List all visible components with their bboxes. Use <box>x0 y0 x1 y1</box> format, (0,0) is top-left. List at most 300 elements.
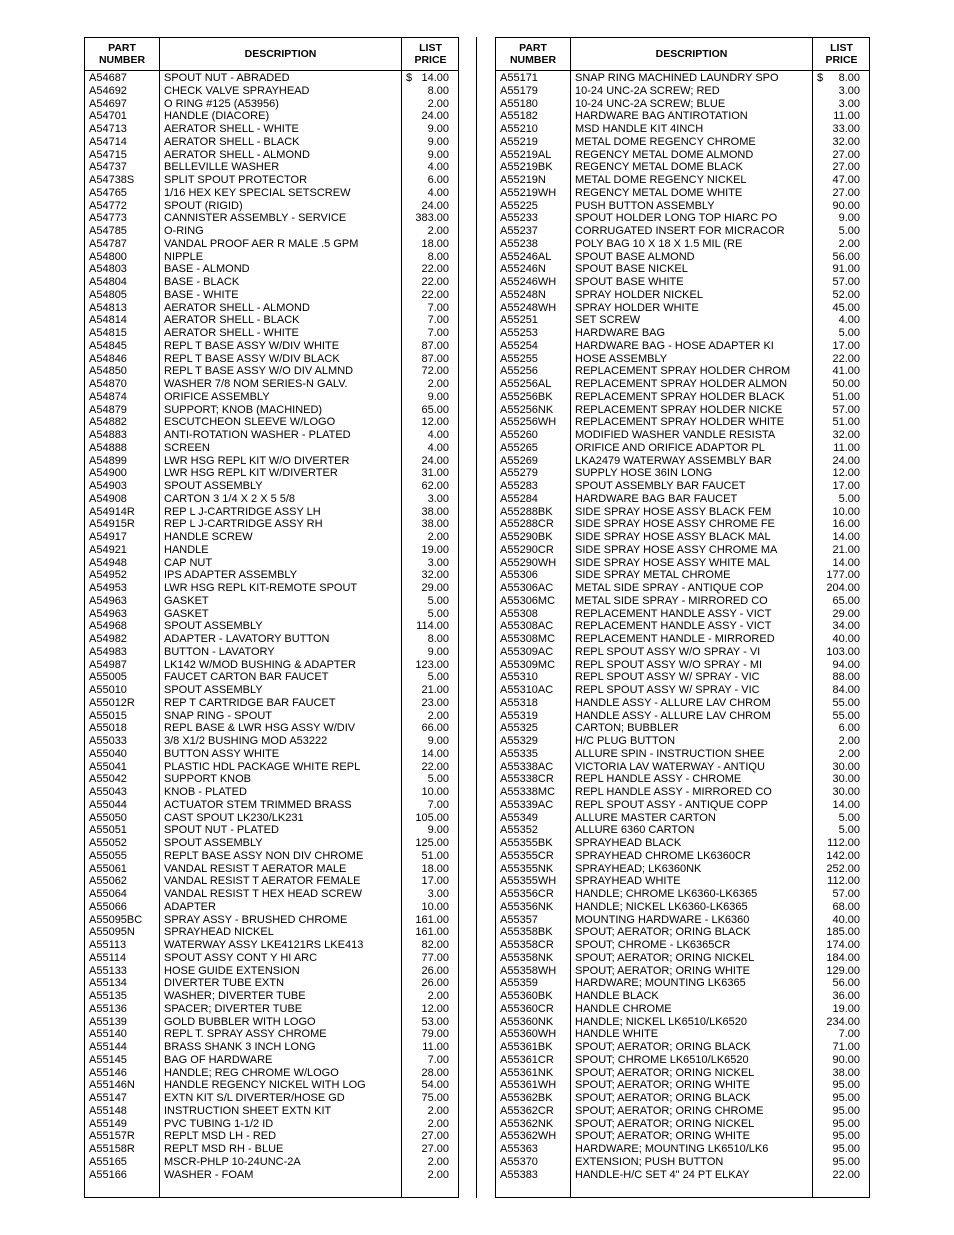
part-number-cell: A54850 <box>89 365 127 378</box>
part-number-cell: A55253 <box>500 327 538 339</box>
table-row <box>85 786 458 799</box>
part-number-cell: A55290WH <box>500 556 557 569</box>
table-row <box>496 735 869 748</box>
part-number-cell: A55310 <box>500 671 538 684</box>
list-price-cell: 51.00 <box>421 849 449 862</box>
description-cell: METAL DOME REGENCY CHROME <box>575 135 756 148</box>
list-price-cell: 53.00 <box>421 1015 449 1028</box>
list-price-cell: 11.00 <box>422 1041 449 1053</box>
description-cell: PUSH BUTTON ASSEMBLY <box>575 199 715 212</box>
list-price-cell: 57.00 <box>832 276 860 288</box>
part-number-cell: A54687 <box>89 72 127 84</box>
table-row <box>85 824 458 837</box>
description-cell: REGENCY METAL DOME BLACK <box>575 161 743 174</box>
table-row <box>496 990 869 1003</box>
part-number-cell: A55356CR <box>500 888 554 900</box>
part-number-cell: A55158R <box>89 1143 135 1155</box>
table-row <box>496 710 869 723</box>
list-price-cell: 90.00 <box>832 199 860 212</box>
description-cell: REPLT MSD LH - RED <box>164 1130 277 1143</box>
part-number-cell: A55265 <box>500 441 538 454</box>
table-row <box>85 697 458 710</box>
description-cell: CAST SPOUT LK230/LK231 <box>164 811 304 824</box>
part-number-cell: A55180 <box>500 97 538 110</box>
list-price-cell: 65.00 <box>832 594 860 607</box>
description-cell: ALLURE 6360 CARTON <box>575 824 695 837</box>
table-row <box>85 1169 458 1182</box>
part-number-header: PART NUMBER <box>509 42 557 66</box>
list-price-cell: 7.00 <box>838 1028 860 1041</box>
table-row <box>496 85 869 98</box>
part-number-cell: A55362CR <box>500 1104 554 1117</box>
table-row <box>85 608 458 621</box>
table-row <box>496 646 869 659</box>
description-cell: LWR HSG REPL KIT-REMOTE SPOUT <box>164 582 358 594</box>
list-price-cell: 32.00 <box>832 135 860 148</box>
list-price-cell: 9.00 <box>427 390 449 403</box>
part-number-cell: A55338AC <box>500 760 554 773</box>
list-price-cell: 29.00 <box>832 607 860 620</box>
table-row <box>85 799 458 812</box>
part-number-cell: A55041 <box>89 760 127 773</box>
description-cell: AERATOR SHELL - ALMOND <box>164 301 310 314</box>
part-number-cell: A55288BK <box>500 505 553 518</box>
price-table-right <box>495 37 870 1198</box>
list-price-cell: 12.00 <box>421 416 449 429</box>
part-number-cell: A55355CR <box>500 849 554 862</box>
list-price-cell: 87.00 <box>421 352 449 365</box>
part-number-cell: A54987 <box>89 658 127 671</box>
list-price-cell: 50.00 <box>832 378 860 390</box>
description-cell: REPL T. SPRAY ASSY CHROME <box>164 1028 327 1041</box>
part-number-cell: A54773 <box>89 212 127 225</box>
table-row <box>85 72 458 85</box>
table-row <box>496 761 869 774</box>
list-price-cell: 4.00 <box>427 161 449 174</box>
table-row <box>496 939 869 952</box>
part-number-cell: A55360CR <box>500 1002 554 1015</box>
table-row <box>496 569 869 582</box>
description-cell: SPOUT NUT - PLATED <box>164 824 279 837</box>
table-row <box>496 289 869 302</box>
list-price-cell: 9.00 <box>427 735 449 747</box>
list-price-cell: 24.00 <box>421 199 449 212</box>
table-row <box>85 531 458 544</box>
list-price-cell: 14.00 <box>421 747 449 760</box>
part-number-cell: A55171 <box>500 72 538 84</box>
table-row <box>85 480 458 493</box>
table-row <box>85 888 458 901</box>
table-row <box>85 952 458 965</box>
table-row <box>496 1130 869 1143</box>
part-number-cell: A55219AL <box>500 148 552 161</box>
description-cell: AERATOR SHELL - WHITE <box>164 327 299 339</box>
list-price-header: LIST PRICE <box>414 42 447 66</box>
list-price-cell: 79.00 <box>421 1028 449 1041</box>
description-cell: SPRAY ASSY - BRUSHED CHROME <box>164 913 348 926</box>
description-cell: SPRAYHEAD WHITE <box>575 875 681 888</box>
description-cell: WASHER - FOAM <box>164 1168 254 1181</box>
part-number-cell: A55147 <box>89 1092 127 1104</box>
part-number-cell: A55157R <box>89 1130 135 1143</box>
part-number-cell: A55145 <box>89 1053 127 1066</box>
table-row <box>85 863 458 876</box>
part-number-cell: A55136 <box>89 1002 127 1015</box>
list-price-cell: 2.00 <box>427 1168 449 1181</box>
description-cell: CAP NUT <box>164 556 213 569</box>
table-row <box>85 1118 458 1131</box>
list-price-cell: 32.00 <box>421 569 449 582</box>
description-cell: SPOUT ASSEMBLY <box>164 837 263 849</box>
description-cell: HARDWARE; MOUNTING LK6510/LK6 <box>575 1143 769 1155</box>
list-price-cell: 3.00 <box>838 97 860 110</box>
list-price-cell: 91.00 <box>832 263 860 276</box>
description-cell: REPL HANDLE ASSY - CHROME <box>575 773 742 786</box>
part-number-cell: A55306AC <box>500 582 554 594</box>
list-price-cell: 52.00 <box>832 288 860 301</box>
part-number-cell: A55309AC <box>500 645 554 658</box>
list-price-cell: 2.00 <box>427 1155 449 1168</box>
list-price-cell: 383.00 <box>415 212 449 225</box>
description-cell: SPOUT NUT - ABRADED <box>164 72 290 84</box>
list-price-cell: 9.00 <box>427 148 449 161</box>
description-cell: VANDAL RESIST T HEX HEAD SCREW <box>164 888 363 900</box>
part-number-cell: A55005 <box>89 671 127 684</box>
table-row <box>496 429 869 442</box>
description-cell: SIDE SPRAY HOSE ASSY WHITE MAL <box>575 556 771 569</box>
part-number-cell: A55064 <box>89 888 127 900</box>
description-cell: HANDLE; NICKEL LK6360-LK6365 <box>575 900 748 913</box>
table-row <box>496 1143 869 1156</box>
list-price-cell: 18.00 <box>421 862 449 875</box>
part-number-cell: A55288CR <box>500 518 554 531</box>
part-number-cell: A55306 <box>500 569 538 582</box>
part-number-cell: A55290CR <box>500 543 554 556</box>
table-row <box>85 659 458 672</box>
description-cell: SPOUT; AERATOR; ORING NICKEL <box>575 1066 755 1079</box>
description-cell: SPOUT; CHROME LK6510/LK6520 <box>575 1053 749 1066</box>
list-price-cell: 68.00 <box>832 900 860 913</box>
description-cell: HARDWARE BAG BAR FAUCET <box>575 492 738 505</box>
part-number-cell: A55219WH <box>500 186 557 199</box>
table-row <box>85 671 458 684</box>
description-cell: SPRAY HOLDER NICKEL <box>575 288 703 301</box>
part-number-cell: A55357 <box>500 913 538 926</box>
table-row <box>85 850 458 863</box>
table-row <box>85 238 458 251</box>
table-row <box>85 761 458 774</box>
description-cell: BELLEVILLE WASHER <box>164 161 280 174</box>
description-cell: DIVERTER TUBE EXTN <box>164 977 285 990</box>
price-table-left <box>84 37 459 1198</box>
description-cell: HANDLE; NICKEL LK6510/LK6520 <box>575 1015 748 1028</box>
table-row <box>85 327 458 340</box>
description-cell: ADAPTER - LAVATORY BUTTON <box>164 633 330 645</box>
table-row <box>85 506 458 519</box>
list-price-cell: 2.00 <box>427 990 449 1002</box>
list-price-cell: 9.00 <box>427 824 449 837</box>
table-row <box>496 340 869 353</box>
list-price-cell: 75.00 <box>421 1092 449 1104</box>
table-row <box>496 212 869 225</box>
list-price-cell: 5.00 <box>838 327 860 339</box>
list-price-cell: 19.00 <box>832 1002 860 1015</box>
table-row <box>496 442 869 455</box>
list-price-cell: 27.00 <box>832 161 860 174</box>
part-number-cell: A54879 <box>89 403 127 416</box>
list-price-cell: 38.00 <box>832 1066 860 1079</box>
part-number-cell: A54737 <box>89 161 127 174</box>
part-number-cell: A54899 <box>89 454 127 467</box>
part-number-cell: A54953 <box>89 582 127 594</box>
description-cell: REPL SPOUT ASSY W/O SPRAY - VI <box>575 645 761 658</box>
description-cell: KNOB - PLATED <box>164 786 247 798</box>
part-number-cell: A55134 <box>89 977 127 990</box>
description-cell: REPL HANDLE ASSY - MIRRORED CO <box>575 786 772 798</box>
description-cell: SPRAYHEAD CHROME LK6360CR <box>575 849 751 862</box>
part-number-header: PART NUMBER <box>98 42 146 66</box>
table-row <box>496 1079 869 1092</box>
part-number-cell: A55251 <box>500 314 538 327</box>
description-cell: SPOUT; AERATOR; ORING NICKEL <box>575 1117 755 1130</box>
table-row <box>85 110 458 123</box>
part-number-cell: A55361NK <box>500 1066 554 1079</box>
part-number-cell: A54900 <box>89 467 127 480</box>
description-cell: REPL SPOUT ASSY W/ SPRAY - VIC <box>575 684 760 696</box>
part-number-cell: A55339AC <box>500 798 554 811</box>
list-price-cell: 56.00 <box>832 250 860 263</box>
description-cell: SCREEN <box>164 441 210 454</box>
description-cell: SET SCREW <box>575 314 641 327</box>
description-cell: SPRAY HOLDER WHITE <box>575 301 699 314</box>
description-cell: CARTON; BUBBLER <box>575 722 679 735</box>
part-number-cell: A54908 <box>89 492 127 505</box>
table-row <box>496 595 869 608</box>
table-row <box>496 1092 869 1105</box>
table-row <box>85 837 458 850</box>
table-row <box>85 212 458 225</box>
list-price-cell: 22.00 <box>832 352 860 365</box>
list-price-cell: 26.00 <box>421 964 449 977</box>
table-row <box>496 1156 869 1169</box>
list-price-cell: 22.00 <box>421 288 449 301</box>
list-price-cell: 32.00 <box>832 429 860 441</box>
table-row <box>496 1028 869 1041</box>
currency-symbol: $ <box>817 72 824 84</box>
table-row <box>496 365 869 378</box>
list-price-cell: 27.00 <box>832 148 860 161</box>
table-row <box>85 646 458 659</box>
list-price-cell: 185.00 <box>826 926 860 939</box>
description-cell: O-RING <box>164 225 204 237</box>
description-cell: AERATOR SHELL - ALMOND <box>164 148 310 161</box>
currency-symbol: $ <box>406 72 413 84</box>
table-row <box>85 442 458 455</box>
description-cell: REPL T BASE ASSY W/DIV BLACK <box>164 352 340 365</box>
description-cell: SIDE SPRAY METAL CHROME <box>575 569 731 582</box>
table-row <box>85 1143 458 1156</box>
table-row <box>496 149 869 162</box>
part-number-cell: A55306MC <box>500 594 556 607</box>
list-price-cell: 2.00 <box>838 237 860 250</box>
part-number-cell: A55149 <box>89 1117 127 1130</box>
list-price-cell: 14.00 <box>832 531 860 543</box>
description-cell: SNAP RING MACHINED LAUNDRY SPO <box>575 72 779 84</box>
description-cell: HANDLE REGENCY NICKEL WITH LOG <box>164 1079 366 1092</box>
part-number-cell: A55182 <box>500 110 538 123</box>
list-price-cell: 65.00 <box>421 403 449 416</box>
list-price-cell: 4.00 <box>427 441 449 454</box>
table-row <box>85 1079 458 1092</box>
list-price-cell: 24.00 <box>421 110 449 123</box>
part-number-cell: A55319 <box>500 709 538 722</box>
table-row <box>85 365 458 378</box>
table-row <box>496 773 869 786</box>
description-cell: BUTTON ASSY WHITE <box>164 747 280 760</box>
description-cell: REPLT BASE ASSY NON DIV CHROME <box>164 849 364 862</box>
table-row <box>496 888 869 901</box>
description-cell: ANTI-ROTATION WASHER - PLATED <box>164 429 351 441</box>
list-price-cell: 66.00 <box>421 722 449 735</box>
table-row <box>496 251 869 264</box>
part-number-cell: A55308 <box>500 607 538 620</box>
list-price-cell: 5.00 <box>427 773 449 786</box>
table-row <box>496 850 869 863</box>
part-number-cell: A55358BK <box>500 926 553 939</box>
description-cell: HANDLE ASSY - ALLURE LAV CHROM <box>575 709 771 722</box>
description-cell: SIDE SPRAY HOSE ASSY BLACK MAL <box>575 531 771 543</box>
table-row <box>496 314 869 327</box>
part-number-cell: A54803 <box>89 263 127 276</box>
description-cell: REPL T BASE ASSY W/DIV WHITE <box>164 339 340 352</box>
list-price-cell: 94.00 <box>832 658 860 671</box>
description-cell: REP L J-CARTRIDGE ASSY RH <box>164 518 323 531</box>
description-cell: BASE - WHITE <box>164 288 239 301</box>
list-price-cell: 29.00 <box>421 582 449 594</box>
table-row <box>85 1092 458 1105</box>
part-number-cell: A55113 <box>89 939 127 951</box>
part-number-cell: A55338CR <box>500 773 554 786</box>
description-cell: METAL DOME REGENCY NICKEL <box>575 174 747 186</box>
description-cell: CHECK VALVE SPRAYHEAD <box>164 84 310 97</box>
table-row <box>85 684 458 697</box>
table-row <box>496 914 869 927</box>
table-row <box>85 200 458 213</box>
description-cell: EXTENSION; PUSH BUTTON <box>575 1155 724 1168</box>
list-price-cell: 2.00 <box>427 1117 449 1130</box>
list-price-cell: 95.00 <box>832 1117 860 1130</box>
description-cell: SPOUT BASE NICKEL <box>575 263 688 276</box>
description-cell: IPS ADAPTER ASSEMBLY <box>164 569 298 582</box>
table-row <box>85 965 458 978</box>
list-price-cell: 252.00 <box>826 862 860 875</box>
description-cell: ALLURE SPIN - INSTRUCTION SHEE <box>575 747 765 760</box>
table-row <box>496 1041 869 1054</box>
list-price-cell: 14.00 <box>832 556 860 569</box>
table-row <box>496 952 869 965</box>
description-cell: REPL SPOUT ASSY W/ SPRAY - VIC <box>575 671 760 684</box>
table-row <box>496 1067 869 1080</box>
description-cell: SPOUT; AERATOR; ORING BLACK <box>575 1041 751 1053</box>
list-price-cell: 77.00 <box>421 951 449 964</box>
list-price-cell: 27.00 <box>421 1130 449 1143</box>
description-cell: REPL SPOUT ASSY W/O SPRAY - MI <box>575 658 763 671</box>
list-price-cell: 2.00 <box>427 225 449 237</box>
list-price-cell: 9.00 <box>838 212 860 225</box>
part-number-cell: A54846 <box>89 352 127 365</box>
part-number-cell: A55012R <box>89 696 135 709</box>
description-cell: HANDLE ASSY - ALLURE LAV CHROM <box>575 696 771 709</box>
part-number-cell: A55237 <box>500 225 538 237</box>
table-row <box>85 1028 458 1041</box>
part-number-cell: A55033 <box>89 735 127 747</box>
part-number-cell: A54963 <box>89 594 127 607</box>
part-number-cell: A54983 <box>89 645 127 658</box>
table-row <box>496 467 869 480</box>
list-price-cell: 27.00 <box>421 1143 449 1155</box>
description-cell: SPOUT; AERATOR; ORING WHITE <box>575 1079 751 1092</box>
description-cell: PLASTIC HDL PACKAGE WHITE REPL <box>164 760 361 773</box>
description-cell: HARDWARE BAG - HOSE ADAPTER KI <box>575 339 774 352</box>
description-cell: ALLURE MASTER CARTON <box>575 811 716 824</box>
list-price-cell: 161.00 <box>415 926 449 939</box>
list-price-cell: 95.00 <box>832 1104 860 1117</box>
table-row <box>496 123 869 136</box>
table-row <box>496 416 869 429</box>
part-number-cell: A55349 <box>500 811 538 824</box>
list-price-cell: 56.00 <box>832 977 860 990</box>
list-price-cell: 177.00 <box>826 569 860 582</box>
list-price-cell: 95.00 <box>832 1130 860 1143</box>
table-row <box>496 1054 869 1067</box>
list-price-cell: 33.00 <box>832 123 860 135</box>
list-price-cell: 7.00 <box>427 1053 449 1066</box>
part-number-cell: A55290BK <box>500 531 553 543</box>
table-body <box>85 72 458 1181</box>
part-number-cell: A54963 <box>89 607 127 620</box>
part-number-cell: A55248N <box>500 288 546 301</box>
table-row <box>496 684 869 697</box>
part-number-cell: A55370 <box>500 1155 538 1168</box>
table-row <box>85 251 458 264</box>
part-number-cell: A54800 <box>89 250 127 263</box>
description-cell: WASHER 7/8 NOM SERIES-N GALV. <box>164 378 348 390</box>
part-number-cell: A54715 <box>89 148 127 161</box>
description-cell: SPRAYHEAD; LK6360NK <box>575 862 702 875</box>
table-row <box>496 812 869 825</box>
list-price-cell: 21.00 <box>832 543 860 556</box>
table-row <box>85 926 458 939</box>
list-price-cell: 9.00 <box>427 135 449 148</box>
table-row <box>496 110 869 123</box>
list-price-cell: 71.00 <box>832 1041 860 1053</box>
description-cell: MODIFIED WASHER VANDLE RESISTA <box>575 429 776 441</box>
part-number-cell: A55260 <box>500 429 538 441</box>
part-number-cell: A55050 <box>89 811 127 824</box>
part-number-cell: A55325 <box>500 722 538 735</box>
table-row <box>496 98 869 111</box>
part-number-cell: A55095BC <box>89 913 143 926</box>
part-number-cell: A55362BK <box>500 1092 553 1104</box>
description-cell: REP L J-CARTRIDGE ASSY LH <box>164 505 321 518</box>
table-row <box>85 455 458 468</box>
table-row <box>85 416 458 429</box>
description-cell: SPOUT (RIGID) <box>164 199 243 212</box>
list-price-cell: 123.00 <box>415 658 449 671</box>
list-price-cell: 72.00 <box>421 365 449 378</box>
list-price-cell: 88.00 <box>832 671 860 684</box>
part-number-cell: A55166 <box>89 1168 127 1181</box>
